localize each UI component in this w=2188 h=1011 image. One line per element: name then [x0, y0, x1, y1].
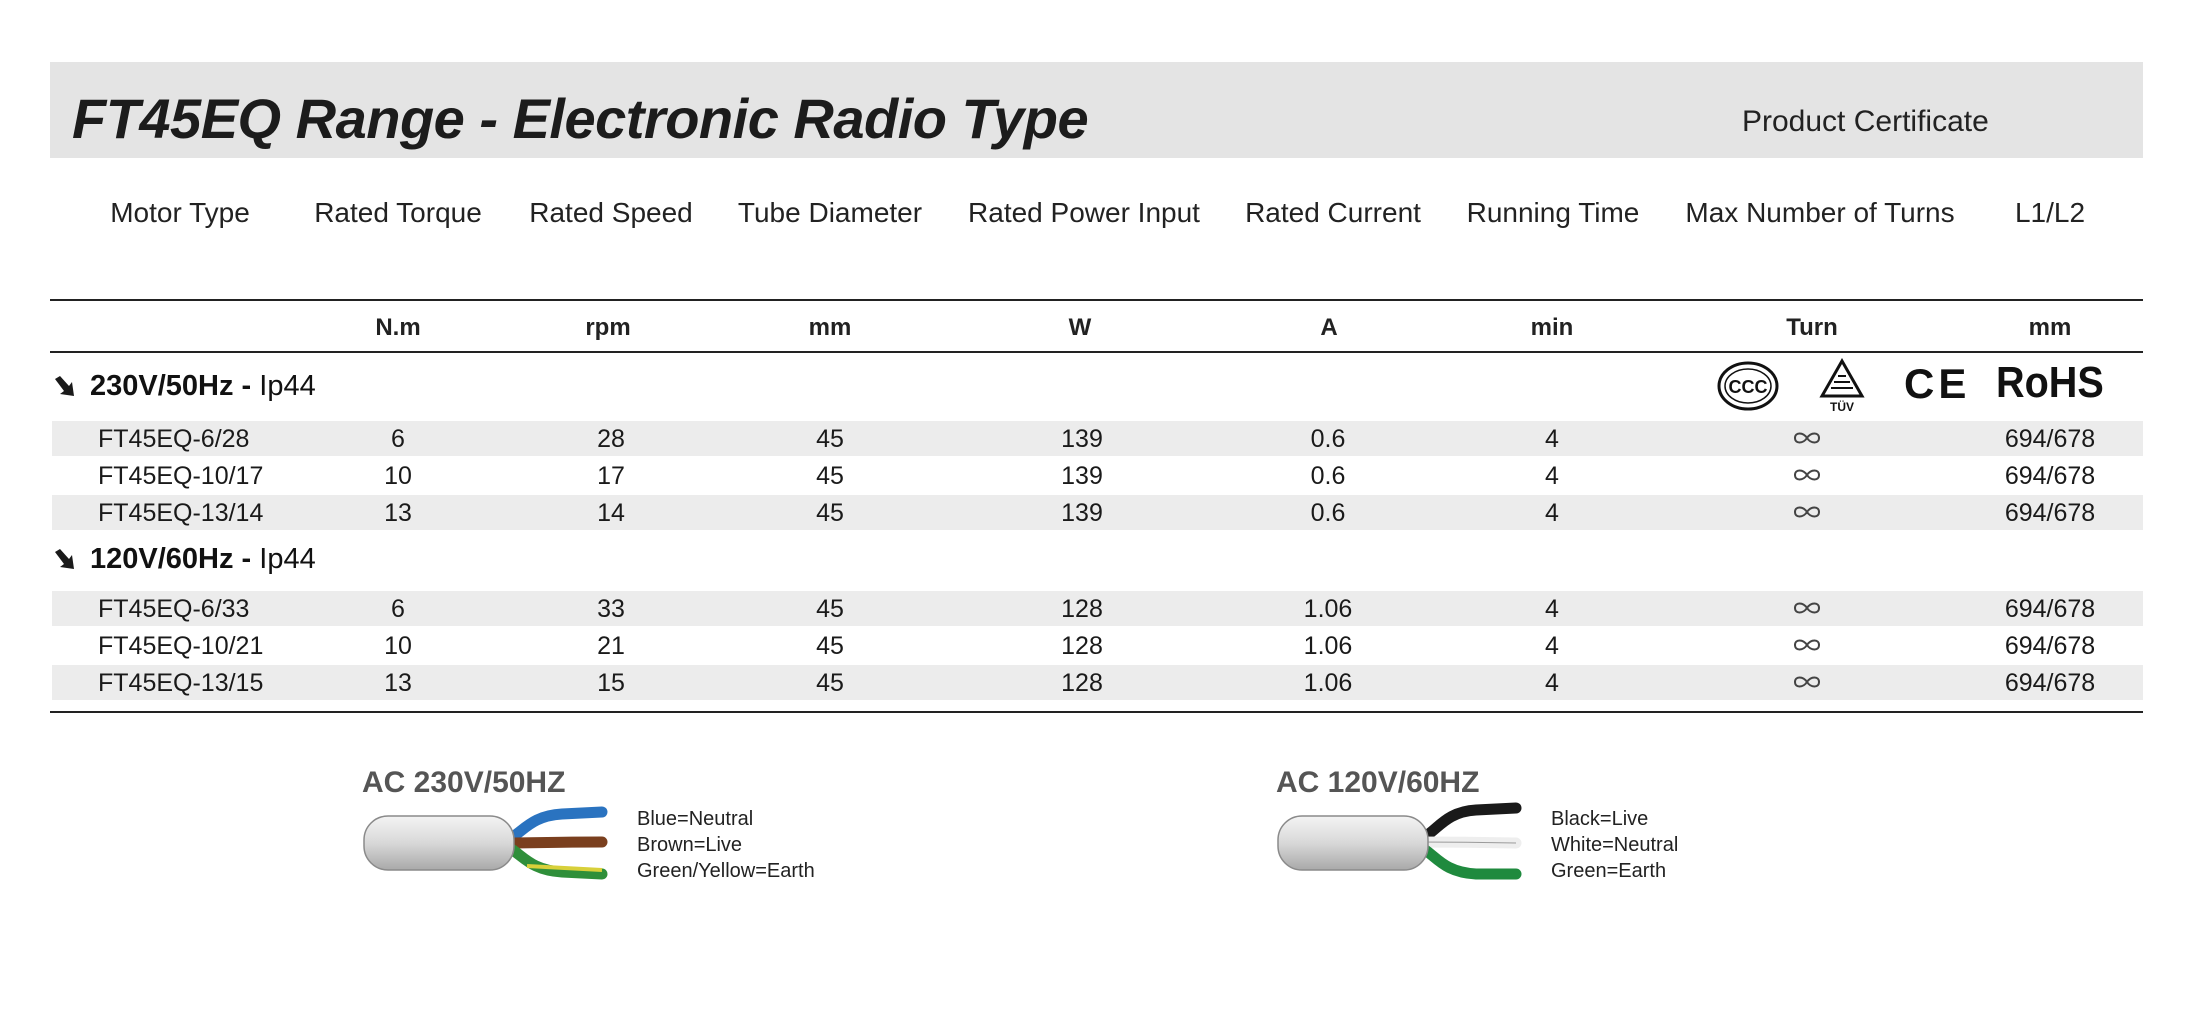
- column-header-motor-type: Motor Type: [110, 197, 250, 228]
- unit-current: A: [1320, 314, 1338, 341]
- cell-time: 4: [1545, 425, 1559, 453]
- cell-speed: 17: [597, 462, 625, 490]
- unit-time: min: [1530, 314, 1574, 341]
- wire-live: [1416, 808, 1516, 840]
- cell-length: 694/678: [2004, 425, 2096, 453]
- cell-length: 694/678: [2004, 499, 2096, 527]
- certificate-heading: Product Certificate: [1742, 105, 1989, 138]
- cell-model: FT45EQ-10/21: [98, 632, 264, 660]
- cell-current: 0.6: [1310, 499, 1346, 527]
- table-row: [52, 665, 2143, 700]
- cell-model: FT45EQ-13/15: [98, 669, 264, 697]
- cell-power: 128: [1061, 595, 1103, 623]
- cell-time: 4: [1545, 632, 1559, 660]
- arrow-down-right-icon: [52, 374, 78, 400]
- cell-speed: 28: [597, 425, 625, 453]
- unit-turns: Turn: [1786, 314, 1838, 341]
- group-protection: Ip44: [259, 370, 316, 402]
- wiring-title-120v: AC 120V/60HZ: [1276, 766, 1480, 799]
- group-protection: Ip44: [259, 543, 316, 575]
- cell-torque: 6: [391, 595, 405, 623]
- certification-marks: [1716, 358, 2116, 418]
- table-bottom-rule: [50, 711, 2143, 713]
- cell-diameter: 45: [816, 632, 844, 660]
- wiring-title-230v: AC 230V/50HZ: [362, 766, 566, 799]
- cell-time: 4: [1545, 669, 1559, 697]
- cell-current: 1.06: [1303, 632, 1353, 660]
- unit-torque: N.m: [375, 314, 421, 341]
- wire-earth: [1416, 844, 1516, 874]
- infinity-icon: [1792, 431, 1822, 445]
- legend-item: Black=Live: [1551, 808, 1649, 830]
- cell-length: 694/678: [2004, 632, 2096, 660]
- legend-item: Green=Earth: [1551, 860, 1667, 882]
- group-heading-120v: [52, 543, 316, 576]
- arrow-down-right-icon: [52, 547, 78, 573]
- table-row: [52, 591, 2143, 626]
- cell-speed: 33: [597, 595, 625, 623]
- cell-diameter: 45: [816, 462, 844, 490]
- cell-torque: 10: [384, 632, 412, 660]
- infinity-icon: [1792, 505, 1822, 519]
- cell-torque: 6: [391, 425, 405, 453]
- infinity-icon: [1792, 468, 1822, 482]
- infinity-icon: [1792, 638, 1822, 652]
- cell-time: 4: [1545, 499, 1559, 527]
- cell-speed: 15: [597, 669, 625, 697]
- cell-diameter: 45: [816, 499, 844, 527]
- group-voltage: 230V/50Hz: [90, 370, 234, 402]
- cell-speed: 14: [597, 499, 625, 527]
- column-header-max-turns: Max Number of Turns: [1685, 197, 1955, 228]
- group-separator: -: [233, 543, 260, 575]
- unit-speed: rpm: [585, 314, 631, 341]
- cell-torque: 13: [384, 669, 412, 697]
- unit-length: mm: [2028, 314, 2072, 341]
- cell-turns: [1792, 499, 1822, 519]
- cell-current: 1.06: [1303, 595, 1353, 623]
- tuv-certification-icon: [1818, 358, 1866, 414]
- column-header-rated-speed: Rated Speed: [529, 197, 693, 228]
- page-title: FT45EQ Range - Electronic Radio Type: [72, 87, 1089, 150]
- cell-turns: [1792, 462, 1822, 482]
- table-row: [52, 458, 2143, 493]
- column-header-running-time: Running Time: [1466, 197, 1640, 228]
- rohs-mark: RoHS: [1996, 358, 2104, 407]
- cell-speed: 21: [597, 632, 625, 660]
- cell-current: 0.6: [1310, 425, 1346, 453]
- svg-text:CCC: CCC: [1728, 377, 1768, 397]
- cell-time: 4: [1545, 595, 1559, 623]
- table-row: [52, 421, 2143, 456]
- infinity-icon: [1792, 601, 1822, 615]
- wiring-legend-230v: [637, 806, 815, 884]
- column-header-tube-diameter: Tube Diameter: [737, 197, 923, 228]
- cell-turns: [1792, 425, 1822, 445]
- unit-diameter: mm: [808, 314, 852, 341]
- svg-text:TÜV: TÜV: [1830, 400, 1854, 414]
- unit-power: W: [1068, 314, 1092, 341]
- cell-time: 4: [1545, 462, 1559, 490]
- cell-model: FT45EQ-6/28: [98, 425, 250, 453]
- cell-power: 128: [1061, 669, 1103, 697]
- cell-power: 139: [1061, 462, 1103, 490]
- legend-item: White=Neutral: [1551, 834, 1679, 856]
- column-header-rated-current: Rated Current: [1245, 197, 1421, 228]
- column-header-l1-l2: L1/L2: [2014, 197, 2086, 228]
- cell-current: 1.06: [1303, 669, 1353, 697]
- cable-120v-icon: [1276, 800, 1526, 886]
- cell-power: 139: [1061, 499, 1103, 527]
- cell-diameter: 45: [816, 425, 844, 453]
- cell-torque: 13: [384, 499, 412, 527]
- cell-turns: [1792, 632, 1822, 652]
- cell-diameter: 45: [816, 669, 844, 697]
- legend-item: Brown=Live: [637, 834, 743, 856]
- ccc-certification-icon: [1716, 358, 1780, 414]
- group-heading-230v: [52, 370, 316, 403]
- ce-mark: CE: [1904, 360, 1971, 407]
- cell-length: 694/678: [2004, 462, 2096, 490]
- cell-turns: [1792, 595, 1822, 615]
- column-header-rated-power-input: Rated Power Input: [968, 197, 1200, 228]
- cell-diameter: 45: [816, 595, 844, 623]
- cell-power: 128: [1061, 632, 1103, 660]
- cell-model: FT45EQ-13/14: [98, 499, 264, 527]
- wiring-legend-120v: [1551, 806, 1678, 884]
- group-separator: -: [233, 370, 260, 402]
- cell-length: 694/678: [2004, 595, 2096, 623]
- column-header-rated-torque: Rated Torque: [314, 197, 482, 228]
- cell-length: 694/678: [2004, 669, 2096, 697]
- units-bottom-rule: [50, 351, 2143, 353]
- table-top-rule: [50, 299, 2143, 301]
- cell-current: 0.6: [1310, 462, 1346, 490]
- cell-power: 139: [1061, 425, 1103, 453]
- legend-item: Blue=Neutral: [637, 808, 754, 830]
- cell-model: FT45EQ-6/33: [98, 595, 250, 623]
- infinity-icon: [1792, 675, 1822, 689]
- legend-item: Green/Yellow=Earth: [637, 860, 815, 882]
- group-voltage: 120V/60Hz: [90, 543, 234, 575]
- cable-230v-icon: [362, 800, 612, 886]
- cell-model: FT45EQ-10/17: [98, 462, 264, 490]
- cell-turns: [1792, 669, 1822, 689]
- wire-live: [502, 842, 602, 843]
- cell-torque: 10: [384, 462, 412, 490]
- table-row: [52, 628, 2143, 663]
- table-row: [52, 495, 2143, 530]
